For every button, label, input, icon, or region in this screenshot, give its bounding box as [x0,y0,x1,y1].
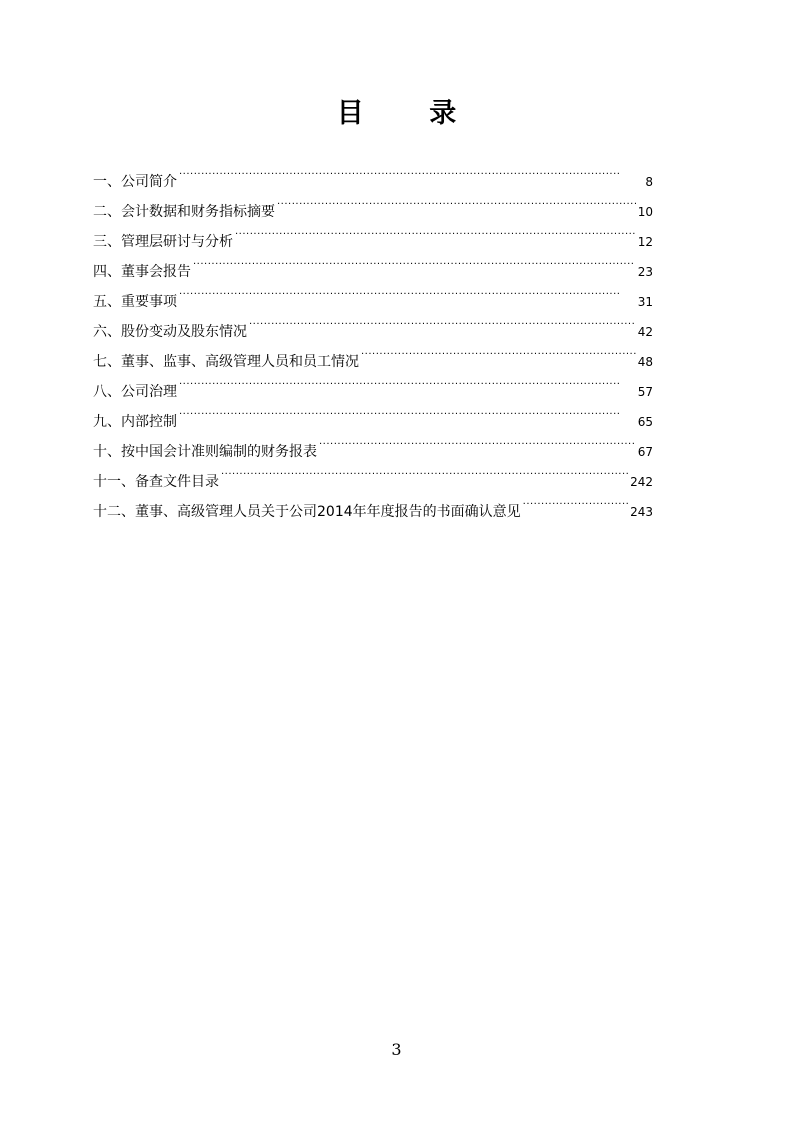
toc-entry-page: 8 [645,175,653,189]
toc-entry-label: 十一、备查文件目录 [93,474,219,490]
toc-entry-10[interactable] [93,434,653,460]
toc-entry-label: 二、会计数据和财务指标摘要 [93,204,275,220]
toc-entry-label: 九、内部控制 [93,414,177,430]
toc-leader-dots [277,194,636,216]
toc-entry-label: 五、重要事项 [93,294,177,310]
toc-entry-page: 48 [637,355,653,369]
toc-entry-6[interactable] [93,314,653,340]
toc-leader-dots [179,284,636,306]
toc-entry-label: 十、按中国会计准则编制的财务报表 [93,444,317,460]
toc-entry-page: 42 [637,325,653,339]
toc-leader-dots [179,374,636,396]
toc-entry-label: 一、公司简介 [93,174,177,190]
toc-leader-dots [235,224,636,246]
toc-leader-dots [361,344,636,366]
toc-entry-page: 243 [630,505,653,519]
toc-leader-dots [179,404,636,426]
toc-entry-label: 六、股份变动及股东情况 [93,324,247,340]
toc-leader-dots [523,494,628,516]
toc-entry-label: 七、董事、监事、高级管理人员和员工情况 [93,354,359,370]
toc-entry-page: 242 [630,475,653,489]
toc-entry-label: 四、董事会报告 [93,264,191,280]
toc-entry-label: 十二、董事、高级管理人员关于公司2014年年度报告的书面确认意见 [93,504,521,520]
page-title: 目 录 [336,98,485,129]
page-number: 3 [391,1040,402,1059]
toc-entry-11[interactable] [93,464,653,490]
toc-entry-page: 12 [637,235,653,249]
toc-leader-dots [193,254,636,276]
toc-entry-12[interactable] [93,494,653,520]
toc-entry-9[interactable] [93,404,653,430]
toc-leader-dots [179,164,637,186]
toc-entry-label: 三、管理层研讨与分析 [93,234,233,250]
toc-entry-4[interactable] [93,254,653,280]
toc-entry-8[interactable] [93,374,653,400]
toc-entry-5[interactable] [93,284,653,310]
toc-entry-2[interactable] [93,194,653,220]
toc-leader-dots [221,464,628,486]
toc-entry-page: 67 [637,445,653,459]
toc-leader-dots [319,434,636,456]
toc-entry-3[interactable] [93,224,653,250]
toc-entry-page: 65 [637,415,653,429]
toc-entry-1[interactable] [93,164,653,190]
toc-leader-dots [249,314,636,336]
toc-entry-page: 31 [637,295,653,309]
table-of-contents [93,164,653,524]
toc-entry-label: 八、公司治理 [93,384,177,400]
toc-entry-7[interactable] [93,344,653,370]
toc-entry-page: 57 [637,385,653,399]
toc-entry-page: 23 [637,265,653,279]
toc-entry-page: 10 [637,205,653,219]
